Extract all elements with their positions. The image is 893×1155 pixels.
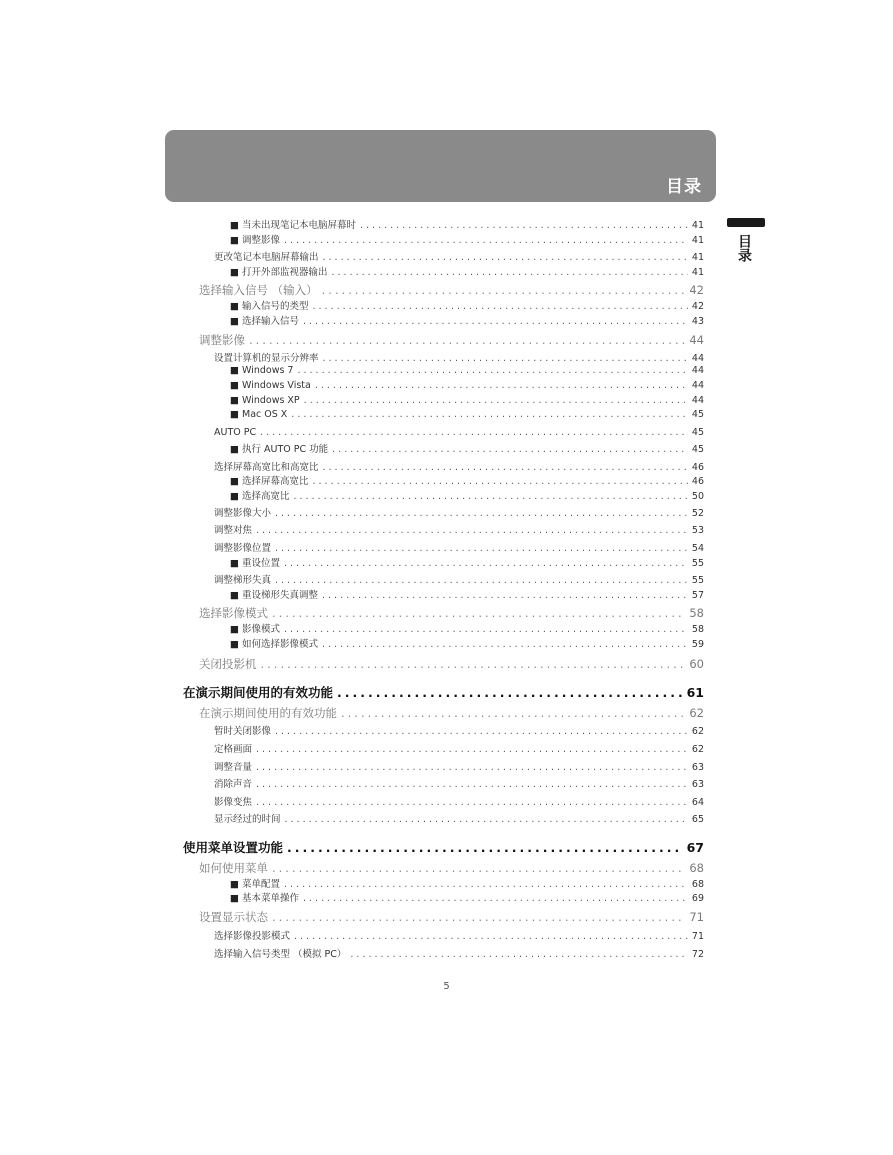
toc-leader-dots [313,476,688,487]
toc-entry[interactable] [230,636,704,652]
toc-entry[interactable] [199,656,704,672]
toc-entry-title: ■ 调整影像 [230,232,280,246]
toc-leader-dots [284,879,688,890]
toc-entry[interactable] [214,741,704,757]
toc-leader-dots [350,949,688,960]
toc-entry-title: 调整音量 [214,762,253,773]
toc-entry-page: 71 [691,931,704,942]
toc-entry[interactable] [199,860,704,876]
toc-entry-title: 调整影像大小 [214,508,272,519]
toc-leader-dots [294,931,688,942]
toc-leader-dots [275,575,688,586]
toc-entry[interactable] [214,505,704,521]
toc-entry-title: 关闭投影机 [199,657,257,671]
toc-entry[interactable] [214,794,704,810]
toc-entry[interactable] [230,621,704,637]
toc-entry[interactable] [214,776,704,792]
toc-leader-dots [284,624,688,635]
toc-entry[interactable] [230,232,704,248]
toc-leader-dots [322,639,688,650]
toc-entry[interactable] [214,350,704,366]
toc-entry-title: 更改笔记本电脑屏幕输出 [214,252,319,263]
toc-entry-page: 44 [691,365,704,376]
toc-entry-title: 消除声音 [214,779,253,790]
toc-entry[interactable] [230,313,704,329]
toc-entry[interactable] [230,555,704,571]
toc-entry-page: 53 [691,525,704,536]
toc-entry-page: 44 [691,395,704,406]
toc-entry-title: 设置显示状态 [199,910,268,924]
toc-entry-page: 41 [691,235,704,246]
toc-entry[interactable] [230,441,704,457]
toc-entry-page: 67 [686,840,704,855]
toc-entry-page: 65 [691,814,704,825]
toc-entry-title: 如何使用菜单 [199,861,268,875]
toc-entry[interactable] [230,298,704,314]
toc-entry-title: ■ 选择输入信号 [230,313,299,327]
toc-entry-title: 影像变焦 [214,797,253,808]
toc-entry-title: ■ 执行 AUTO PC 功能 [230,441,328,455]
toc-entry[interactable] [230,488,704,504]
toc-entry-page: 50 [691,491,704,502]
toc-leader-dots [256,744,688,755]
toc-entry-title: 调整影像位置 [214,543,272,554]
toc-entry-title: ■ 选择高宽比 [230,488,290,502]
toc-entry-title: ■ Windows 7 [230,365,293,376]
toc-entry-title: 显示经过的时间 [214,814,281,825]
side-tab-marker [727,218,765,227]
toc-entry[interactable] [214,811,704,827]
toc-entry[interactable] [183,838,704,856]
toc-leader-dots [332,267,688,278]
toc-entry-title: 定格画面 [214,744,253,755]
toc-entry-page: 44 [691,353,704,364]
toc-leader-dots [249,333,685,347]
toc-entry-title: AUTO PC [214,427,257,438]
toc-entry-title: ■ 影像模式 [230,621,280,635]
toc-entry-title: 调整梯形失真 [214,575,272,586]
toc-entry-page: 55 [691,558,704,569]
toc-entry-page: 58 [689,606,704,620]
toc-entry-page: 62 [691,744,704,755]
toc-entry-title: ■ 如何选择影像模式 [230,636,318,650]
toc-entry-page: 68 [689,861,704,875]
toc-entry-page: 62 [689,706,704,720]
toc-entry-page: 46 [691,476,704,487]
toc-entry-title: ■ Windows XP [230,395,300,406]
toc-entry-page: 63 [691,762,704,773]
toc-entry-title: 选择输入信号类型 （模拟 PC） [214,949,347,960]
toc-entry-title: ■ 基本菜单操作 [230,890,299,904]
toc-entry-title: ■ Windows Vista [230,380,311,391]
toc-entry-title: 暂时关闭影像 [214,726,272,737]
toc-leader-dots [303,893,688,904]
toc-entry-page: 63 [691,779,704,790]
toc-entry[interactable] [214,249,704,265]
toc-entry-title: ■ 菜单配置 [230,876,280,890]
toc-leader-dots [337,685,683,700]
toc-entry[interactable] [230,380,704,396]
toc-leader-dots [256,525,688,536]
toc-entry[interactable] [183,683,704,701]
toc-entry-page: 44 [689,333,704,347]
toc-entry-page: 69 [691,893,704,904]
toc-leader-dots [275,726,688,737]
toc-entry-title: 选择影像投影模式 [214,931,291,942]
page-number: 5 [443,981,450,992]
toc-entry[interactable] [214,572,704,588]
header-band [165,130,716,202]
toc-entry-page: 72 [691,949,704,960]
toc-entry-page: 57 [691,590,704,601]
toc-leader-dots [256,762,688,773]
toc-leader-dots [360,220,688,231]
toc-entry-page: 60 [689,657,704,671]
toc-entry-page: 41 [691,220,704,231]
toc-entry-page: 45 [691,427,704,438]
toc-entry[interactable] [230,264,704,280]
header-title: 目录 [666,177,702,197]
toc-leader-dots [297,365,687,376]
toc-entry-page: 64 [691,797,704,808]
toc-entry-page: 45 [691,444,704,455]
toc-entry-title: ■ 重设梯形失真调整 [230,587,318,601]
toc-entry-page: 52 [691,508,704,519]
toc-entry[interactable] [199,705,704,721]
toc-entry[interactable] [230,217,704,233]
toc-entry-title: ■ Mac OS X [230,409,287,420]
toc-leader-dots [341,706,685,720]
toc-entry-page: 54 [691,543,704,554]
side-tab-label: 目录 [736,234,752,262]
toc-leader-dots [256,797,688,808]
toc-entry[interactable] [214,946,704,962]
toc-leader-dots [323,252,688,263]
toc-entry[interactable] [199,605,704,621]
toc-entry-page: 61 [686,685,704,700]
toc-leader-dots [261,657,686,671]
toc-leader-dots [287,840,683,855]
toc-entry[interactable] [199,909,704,925]
toc-leader-dots [315,380,688,391]
toc-entry-page: 44 [691,380,704,391]
toc-leader-dots [313,301,688,312]
toc-leader-dots [303,316,688,327]
toc-entry-title: 在演示期间使用的有效功能 [199,706,337,720]
toc-entry-title: 使用菜单设置功能 [183,840,284,855]
toc-entry-page: 55 [691,575,704,586]
toc-leader-dots [272,606,685,620]
toc-entry-title: 选择影像模式 [199,606,268,620]
toc-leader-dots [272,861,685,875]
toc-entry-title: ■ 当未出现笔记本电脑屏幕时 [230,217,356,231]
toc-leader-dots [275,543,688,554]
toc-entry[interactable] [214,522,704,538]
toc-entry-title: ■ 打开外部监视器输出 [230,264,328,278]
toc-entry[interactable] [230,890,704,906]
toc-entry[interactable] [199,332,704,348]
toc-entry[interactable] [214,928,704,944]
toc-leader-dots [323,353,688,364]
toc-entry-page: 58 [691,624,704,635]
toc-entry-page: 41 [691,267,704,278]
toc-leader-dots [284,235,688,246]
toc-entry-title: ■ 输入信号的类型 [230,298,309,312]
toc-leader-dots [332,444,688,455]
toc-entry-title: 调整影像 [199,333,245,347]
toc-entry-title: 选择屏幕高宽比和高宽比 [214,462,319,473]
toc-entry[interactable] [214,723,704,739]
toc-entry-page: 59 [691,639,704,650]
toc-leader-dots [294,491,688,502]
toc-entry-page: 42 [691,301,704,312]
toc-entry-title: 选择输入信号 （输入） [199,283,318,297]
toc-entry-title: ■ 选择屏幕高宽比 [230,473,309,487]
toc-entry[interactable] [214,540,704,556]
toc-leader-dots [275,508,688,519]
toc-entry-title: 设置计算机的显示分辨率 [214,353,319,364]
toc-leader-dots [285,814,688,825]
toc-entry-page: 45 [691,409,704,420]
toc-entry-title: 在演示期间使用的有效功能 [183,685,334,700]
toc-entry-page: 46 [691,462,704,473]
toc-entry[interactable] [230,473,704,489]
toc-leader-dots [322,283,686,297]
toc-entry-title: 调整对焦 [214,525,253,536]
toc-entry-title: ■ 重设位置 [230,555,280,569]
toc-leader-dots [291,409,688,420]
toc-leader-dots [323,462,688,473]
toc-entry-page: 43 [691,316,704,327]
toc-leader-dots [260,427,688,438]
toc-leader-dots [284,558,688,569]
toc-leader-dots [272,910,685,924]
toc-entry-page: 42 [689,283,704,297]
toc-entry-page: 62 [691,726,704,737]
toc-leader-dots [256,779,688,790]
toc-entry-page: 41 [691,252,704,263]
toc-entry[interactable] [199,282,704,298]
toc-entry-page: 68 [691,879,704,890]
toc-entry[interactable] [230,587,704,603]
toc-entry[interactable] [214,759,704,775]
toc-entry[interactable] [230,365,704,381]
toc-leader-dots [304,395,688,406]
toc-entry[interactable] [230,409,704,425]
toc-leader-dots [322,590,688,601]
toc-entry-page: 71 [689,910,704,924]
